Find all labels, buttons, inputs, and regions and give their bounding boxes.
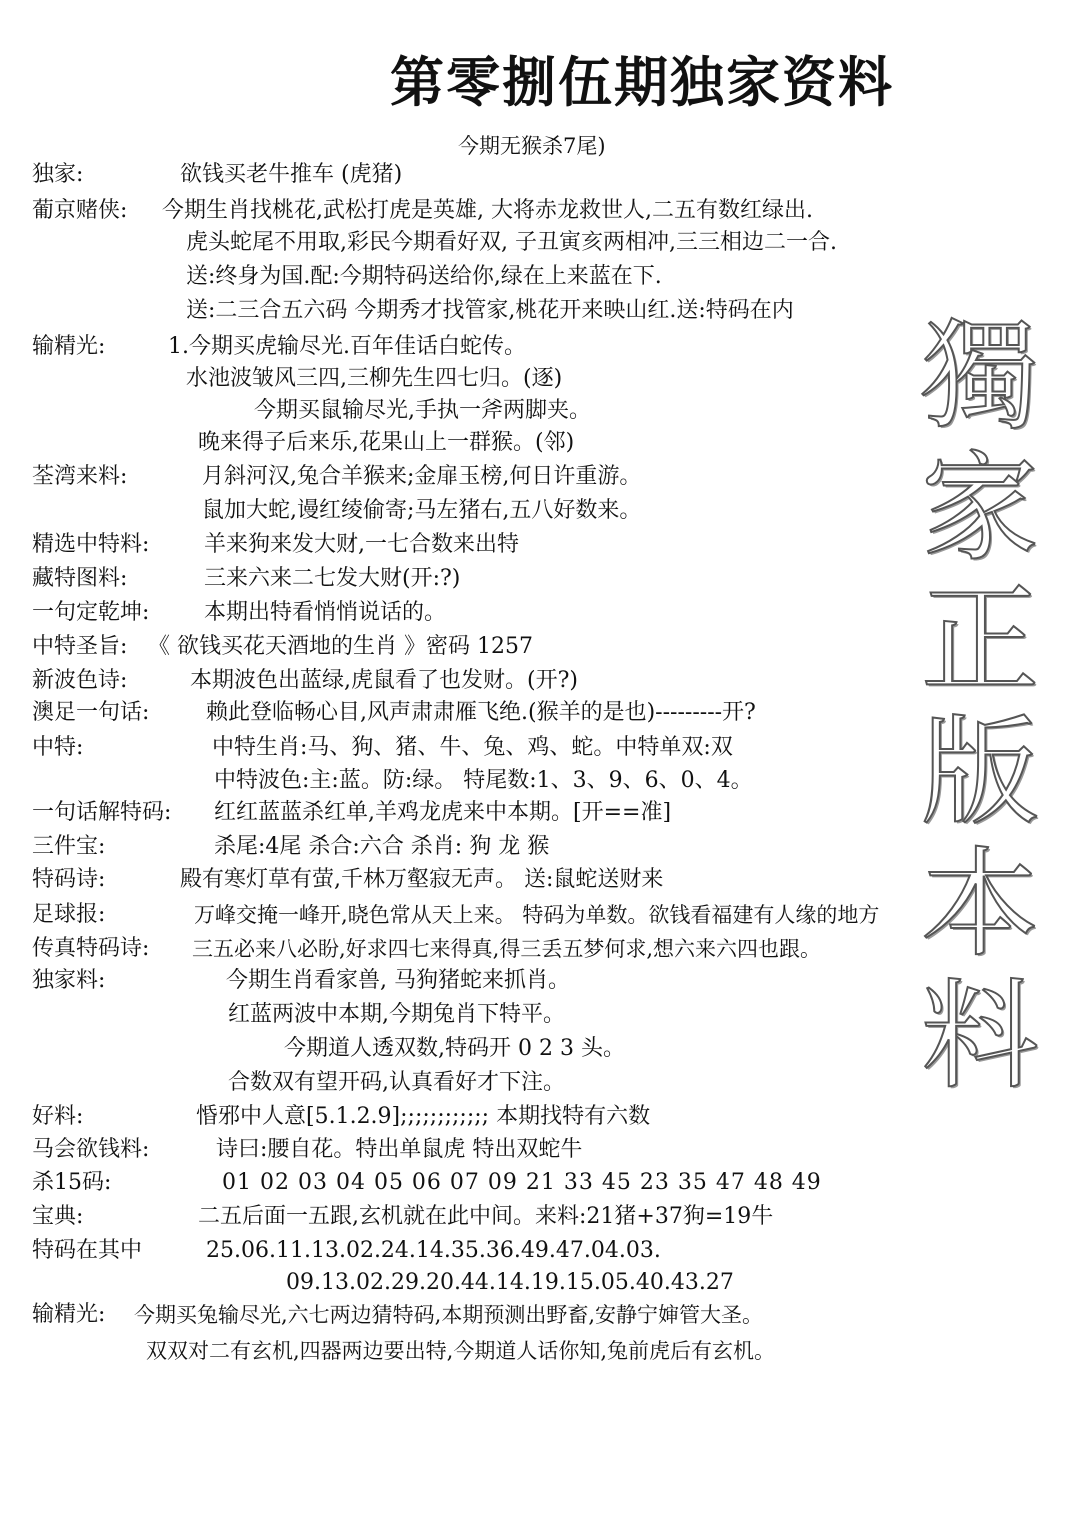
section-label: 特码诗: [32,867,106,892]
section-text: 本期波色出蓝绿,虎鼠看了也发财。(开?) [190,668,578,693]
watermark-char: 版 [920,703,1039,841]
section-line: 中特生肖:马、狗、猪、牛、兔、鸡、蛇。中特单双:双 [212,735,733,760]
section-label: 马会欲钱料: [32,1137,150,1162]
section-text: 欲钱买老牛推车 (虎猪) [180,162,403,187]
section-label: 特码在其中 [32,1238,143,1263]
section-line: 今期生肖找桃花,武松打虎是英雄, 大将赤龙救世人,二五有数红绿出. [162,198,813,223]
section-line: 送:二三合五六码 今期秀才找管家,桃花开来映山红.送:特码在内 [186,298,794,323]
section-label: 宝典: [32,1204,84,1229]
section-label: 一句话解特码: [32,800,172,825]
section-label: 葡京赌侠: [32,198,128,223]
section-text: 红红蓝蓝杀红单,羊鸡龙虎来中本期。[开==准] [214,800,672,825]
section-line: 送:终身为国.配:今期特码送给你,绿在上来蓝在下. [186,264,662,289]
section-line: 今期生肖看家兽, 马狗猪蛇来抓肖。 [226,968,570,993]
section-line: 今期买兔输尽光,六七两边猜特码,本期预测出野畜,安静宁婶管大圣。 [134,1303,764,1327]
section-line: 今期买鼠输尽光,手执一斧两脚夹。 [254,398,591,423]
section-label: 新波色诗: [32,668,128,693]
watermark-char: 正 [920,571,1039,709]
section-label: 传真特码诗: [32,936,150,961]
section-label: 独家: [32,162,84,187]
section-label: 足球报: [32,902,106,927]
section-text: 殿有寒灯草有萤,千林万壑寂无声。 送:鼠蛇送财来 [180,867,664,892]
section-label: 杀15码: [32,1170,112,1195]
section-text: 01 02 03 04 05 06 07 09 21 33 45 23 35 47 48 49 [222,1170,822,1195]
section-text: 万峰交掩一峰开,晓色常从天上来。 特码为单数。欲钱看福建有人缘的地方 [194,903,880,927]
section-label: 好料: [32,1104,84,1129]
section-text: 三五必来八必盼,好求四七来得真,得三丢五梦何求,想六来六四也跟。 [192,937,822,961]
section-line: 25.06.11.13.02.24.14.35.36.49.47.04.03. [206,1238,661,1263]
watermark-char: 家 [920,439,1039,577]
section-text: 惛邪中人意[5.1.2.9];;;;;;;;;;;; 本期找特有六数 [196,1104,651,1129]
watermark-char: 料 [920,967,1039,1105]
watermark-char: 本 [920,835,1039,973]
section-text: 诗曰:腰自花。特出单鼠虎 特出双蛇牛 [216,1137,583,1162]
section-line: 水池波皱风三四,三柳先生四七归。(逐) [186,366,563,391]
section-label: 独家料: [32,968,106,993]
subtitle: 今期无猴杀7尾) [458,134,606,158]
section-label: 一句定乾坤: [32,600,150,625]
page-title: 第零捌伍期独家资料 [390,50,894,114]
section-text: 杀尾:4尾 杀合:六合 杀肖: 狗 龙 猴 [214,834,550,859]
section-label: 藏特图料: [32,566,128,591]
section-line: 双双对二有玄机,四器两边要出特,今期道人话你知,兔前虎后有玄机。 [146,1339,776,1363]
section-label: 荃湾来料: [32,464,128,489]
section-line: 红蓝两波中本期,今期兔肖下特平。 [228,1002,565,1027]
section-line: 鼠加大蛇,谩红绫偷寄;马左猪右,五八好数来。 [202,498,642,523]
section-label: 输精光: [32,1302,106,1327]
section-line: 月斜河汉,兔合羊猴来;金扉玉榜,何日许重游。 [202,464,642,489]
section-text: 《 欲钱买花天酒地的生肖 》密码 1257 [148,634,533,659]
section-line: 合数双有望开码,认真看好才下注。 [228,1070,565,1095]
section-text: 赖此登临畅心目,风声肃肃雁飞绝.(猴羊的是也)---------开? [206,700,756,725]
section-label: 中特: [32,735,84,760]
section-text: 本期出特看悄悄说话的。 [204,600,447,625]
section-line: 1.今期买虎输尽光.百年佳话白蛇传。 [168,334,526,359]
section-line: 09.13.02.29.20.44.14.19.15.05.40.43.27 [286,1270,734,1295]
watermark-char: 獨 [920,307,1039,445]
section-text: 二五后面一五跟,玄机就在此中间。来料:21猪+37狗=19牛 [198,1204,774,1229]
section-line: 中特波色:主:蓝。防:绿。 特尾数:1、3、9、6、0、4。 [214,768,753,793]
section-label: 输精光: [32,334,106,359]
section-label: 中特圣旨: [32,634,128,659]
section-line: 今期道人透双数,特码开 0 2 3 头。 [284,1036,625,1061]
section-label: 三件宝: [32,834,106,859]
section-label: 精选中特料: [32,532,150,557]
section-line: 晚来得子后来乐,花果山上一群猴。(邻) [198,430,575,455]
section-line: 虎头蛇尾不用取,彩民今期看好双, 子丑寅亥两相冲,三三相边二一合. [186,230,837,255]
section-text: 羊来狗来发大财,一七合数来出特 [204,532,519,557]
section-text: 三来六来二七发大财(开:?) [204,566,461,591]
watermark-vertical-text [900,307,1060,1105]
section-label: 澳足一句话: [32,700,150,725]
